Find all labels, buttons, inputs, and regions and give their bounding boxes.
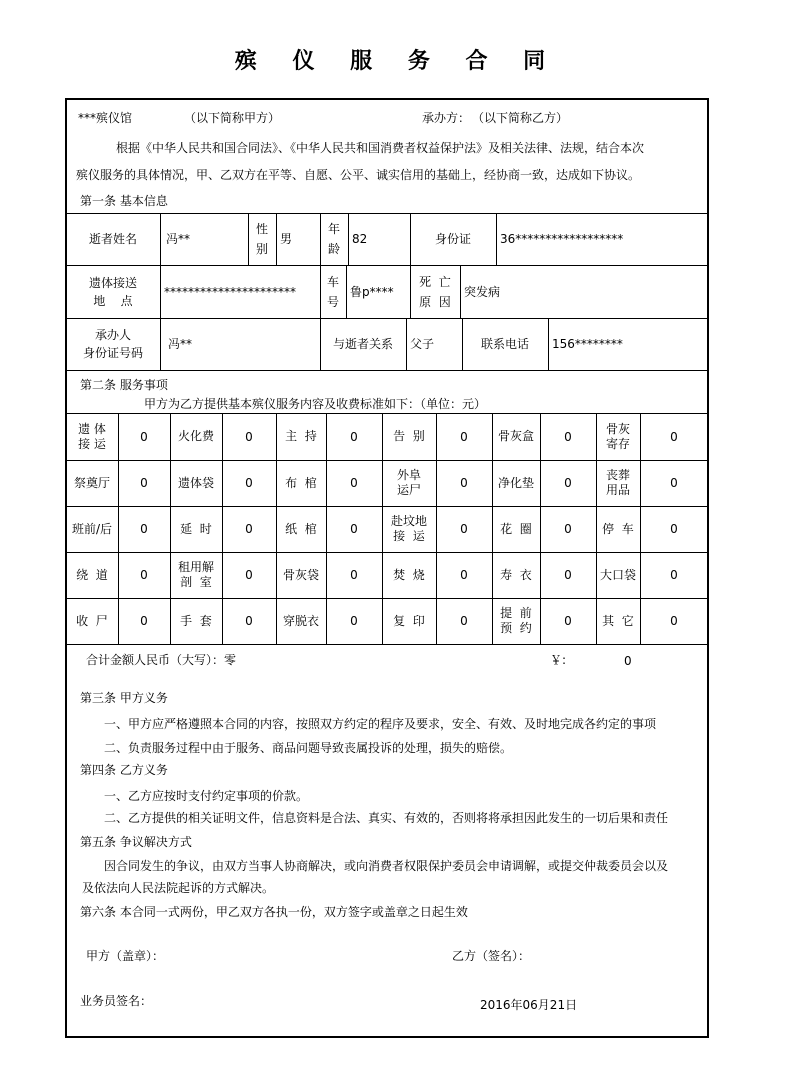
service-item-fee: 0 [140,429,148,444]
deceased-name-label: 逝者姓名 [88,232,137,246]
service-item-label: 骨灰 寄存 [605,421,630,451]
service-item-label: 焚 烧 [393,567,425,582]
party-b-label: 承办方： [422,111,471,125]
service-item-label: 延 时 [180,521,212,536]
service-item-label: 大口袋 [599,567,636,582]
service-item-fee: 0 [350,476,358,490]
service-item-label: 赴坟地 接 运 [390,514,427,543]
table-rule [160,213,161,265]
service-item-label: 租用解 剖 室 [177,560,214,589]
service-item-fee: 0 [140,522,148,536]
article6-heading: 第六条 本合同一式两份，甲乙双方各执一份，双方签字或盖章之日起生效 [80,905,468,919]
plate-label: 车 号 [326,274,339,309]
service-item-fee: 0 [350,522,358,536]
service-item-fee: 0 [245,568,253,582]
service-item-label: 收 尸 [76,613,108,628]
gender-label: 性 别 [255,222,268,256]
service-item-fee: 0 [245,522,253,536]
party-b-signature-label: 乙方（签名）： [452,949,531,963]
party-b-note: （以下简称乙方） [472,111,569,125]
service-item-fee: 0 [350,614,358,628]
service-item-fee: 0 [670,568,678,582]
service-item-label: 纸 棺 [285,521,317,536]
service-item-fee: 0 [564,476,572,490]
service-item-label: 停 车 [602,521,634,536]
service-item-fee: 0 [670,429,678,444]
deceased-name-value: 冯** [166,232,191,246]
article3-item-1: 一、甲方应严格遵照本合同的内容，按照双方约定的程序及要求，安全、有效、及时地完成各约定的事项 [104,717,657,731]
party-a-signature-label: 甲方（盖章）： [86,949,165,963]
service-item-fee: 0 [350,568,358,582]
service-item-fee: 0 [564,568,572,582]
plate-value: 鲁p**** [350,284,394,299]
article3-heading: 第三条 甲方义务 [80,691,168,705]
party-a-name: ***殡仪馆 [78,111,133,125]
service-item-fee: 0 [350,429,358,444]
service-item-fee: 0 [245,429,253,444]
service-item-fee: 0 [245,476,253,490]
cause-of-death-label: 死 亡 原 因 [419,274,451,309]
relation-value: 父子 [410,337,435,351]
service-item-label: 主 持 [285,429,317,443]
service-item-label: 提 前 预 约 [500,606,532,635]
service-item-label: 绕 道 [76,567,108,582]
clerk-signature-label: 业务员签名： [80,994,153,1008]
pickup-location-value: ********************** [164,284,296,299]
signing-date: 2016年06月21日 [480,998,578,1012]
service-item-label: 手 套 [180,613,212,628]
agent-id-value: 冯** [168,337,193,351]
service-item-label: 祭奠厅 [73,475,110,490]
cause-of-death-value: 突发病 [464,284,501,299]
service-item-label: 遗 体 接 运 [78,421,106,451]
table-rule [66,644,708,645]
service-item-label: 穿脱衣 [282,613,319,628]
service-item-fee: 0 [245,614,253,628]
service-item-fee: 0 [564,522,572,536]
id-card-value: 36****************** [500,232,624,246]
party-a-note: （以下简称甲方） [184,111,281,125]
total-amount-words: 合计金额人民币（大写）：零 [86,653,237,667]
table-rule [160,318,161,370]
service-item-label: 复 印 [393,613,425,628]
pickup-location-label: 遗体接送 地 点 [88,275,137,308]
article4-heading: 第四条 乙方义务 [80,763,168,777]
agent-id-label: 承办人 身份证号码 [82,328,143,360]
table-rule [66,370,708,371]
service-item-label: 净化垫 [497,475,534,490]
intro-line-1: 根据《中华人民共和国合同法》、《中华人民共和国消费者权益保护法》及相关法律、法规，结合本次 [116,141,645,155]
service-item-label: 告 别 [393,429,425,443]
relation-label: 与逝者关系 [332,337,393,351]
phone-label: 联系电话 [480,337,529,351]
service-item-fee: 0 [564,429,572,444]
age-value: 82 [352,232,368,246]
service-item-label: 寿 衣 [500,567,532,582]
article3-item-2: 二、负责服务过程中由于服务、商品问题导致丧属投诉的处理，损失的赔偿。 [104,741,513,755]
age-label: 年 龄 [327,222,340,256]
service-item-fee: 0 [670,614,678,628]
service-item-label: 遗体袋 [177,475,214,490]
service-item-fee: 0 [670,522,678,536]
service-item-fee: 0 [460,476,468,490]
phone-value: 156******** [552,337,623,351]
article2-heading: 第二条 服务事项 [80,378,168,392]
article4-item-2: 二、乙方提供的相关证明文件，信息资料是合法、真实、有效的，否则将将承担因此发生的一切后果和责任 [104,811,669,825]
service-item-label: 外阜 运尸 [396,468,421,497]
service-item-label: 花 圈 [500,521,532,536]
service-item-fee: 0 [460,568,468,582]
service-item-label: 其 它 [602,613,634,628]
service-item-label: 丧葬 用品 [605,468,630,497]
article4-item-1: 一、乙方应按时支付约定事项的价款。 [104,789,309,803]
article2-subheading: 甲方为乙方提供基本殡仪服务内容及收费标准如下：（单位：元） [144,397,487,411]
gender-value: 男 [280,232,293,246]
article5-line-1: 因合同发生的争议，由双方当事人协商解决，或向消费者权限保护委员会申请调解，或提交仲裁委员会以及 [104,859,669,873]
total-symbol: ￥: [550,653,567,667]
service-item-fee: 0 [140,568,148,582]
service-item-fee: 0 [140,614,148,628]
article1-heading: 第一条 基本信息 [80,194,168,208]
service-item-label: 班前/后 [71,521,113,536]
article5-line-2: 及依法向人民法院起诉的方式解决。 [82,881,275,895]
service-item-fee: 0 [460,614,468,628]
service-item-label: 火化费 [177,429,214,443]
service-item-label: 布 棺 [285,475,317,490]
intro-line-2: 殡仪服务的具体情况，甲、乙双方在平等、自愿、公平、诚实信用的基础上，经协商一致，达成如下协议。 [76,168,641,182]
service-item-fee: 0 [460,522,468,536]
service-item-fee: 0 [140,476,148,490]
total-amount-value: 0 [624,654,632,668]
service-item-fee: 0 [670,476,678,490]
service-item-fee: 0 [460,429,468,444]
contract-title: 殡 仪 服 务 合 同 [234,49,560,74]
service-item-label: 骨灰盒 [497,429,534,443]
article5-heading: 第五条 争议解决方式 [80,835,192,849]
service-item-label: 骨灰袋 [282,567,319,582]
id-card-label: 身份证 [434,232,471,246]
service-item-fee: 0 [564,614,572,628]
